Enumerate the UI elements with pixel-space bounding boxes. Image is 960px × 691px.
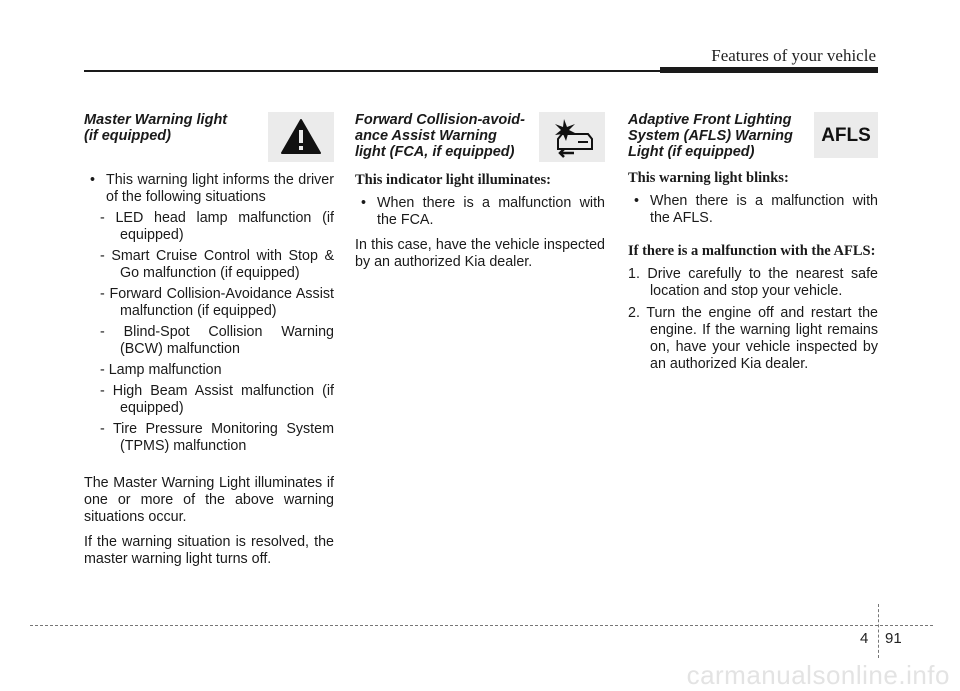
list-item: - LED head lamp malfunction (if equipped) bbox=[100, 210, 334, 243]
list-item: 2. Turn the engine off and restart the engine. If the warning light remains on, have your vehicle inspected by an authorized Kia dealer. bbox=[628, 305, 878, 372]
afls-icon-label: AFLS bbox=[821, 124, 871, 146]
bullet-text: • This warning light informs the driver of the following situations bbox=[84, 172, 334, 206]
list-item: - Smart Cruise Control with Stop & Go malfunction (if equipped) bbox=[100, 248, 334, 281]
afls-warning-section bbox=[628, 112, 878, 373]
watermark: carmanualsonline.info bbox=[686, 660, 950, 690]
bullet-text: • When there is a malfunction with the AFLS. bbox=[628, 193, 878, 227]
master-warning-section bbox=[84, 112, 334, 568]
header-rule bbox=[84, 70, 660, 72]
subheading: If there is a malfunction with the AFLS: bbox=[628, 243, 876, 259]
paragraph: In this case, have the vehicle inspected by an authorized Kia dealer. bbox=[355, 237, 605, 270]
page-number: 91 bbox=[885, 630, 902, 647]
paragraph: If the warning situation is resolved, the master warning light turns off. bbox=[84, 534, 334, 567]
footer-divider bbox=[878, 604, 879, 658]
list-item: - High Beam Assist malfunction (if equipped) bbox=[100, 383, 334, 416]
subheading: This warning light blinks: bbox=[628, 170, 789, 186]
subheading: This indicator light illuminates: bbox=[355, 172, 551, 188]
section-title: Forward Collision-avoid- ance Assist Warning light (FCA, if equipped) bbox=[355, 112, 525, 160]
section-title: Adaptive Front Lighting System (AFLS) Warning Light (if equipped) bbox=[628, 112, 793, 160]
chapter-number: 4 bbox=[860, 630, 869, 647]
master-warning-icon bbox=[268, 112, 334, 162]
list-item: - Tire Pressure Monitoring System (TPMS) malfunction bbox=[100, 421, 334, 454]
fca-warning-icon bbox=[539, 112, 605, 162]
afls-icon bbox=[814, 112, 878, 158]
footer-rule bbox=[30, 625, 933, 626]
header-bar bbox=[660, 67, 878, 73]
list-item: - Forward Collision-Avoidance Assist malfunction (if equipped) bbox=[100, 286, 334, 319]
bullet-text: • When there is a malfunction with the FCA. bbox=[355, 195, 605, 229]
list-item: - Blind-Spot Collision Warning (BCW) malfunction bbox=[100, 324, 334, 357]
section-title: Master Warning light (if equipped) bbox=[84, 112, 228, 144]
paragraph: The Master Warning Light illuminates if one or more of the above warning situations occur. bbox=[84, 475, 334, 525]
list-item: 1. Drive carefully to the nearest safe location and stop your vehicle. bbox=[628, 266, 878, 299]
page-header-title: Features of your vehicle bbox=[711, 46, 876, 65]
list-item: - Lamp malfunction bbox=[100, 362, 222, 378]
fca-warning-section bbox=[355, 112, 605, 271]
